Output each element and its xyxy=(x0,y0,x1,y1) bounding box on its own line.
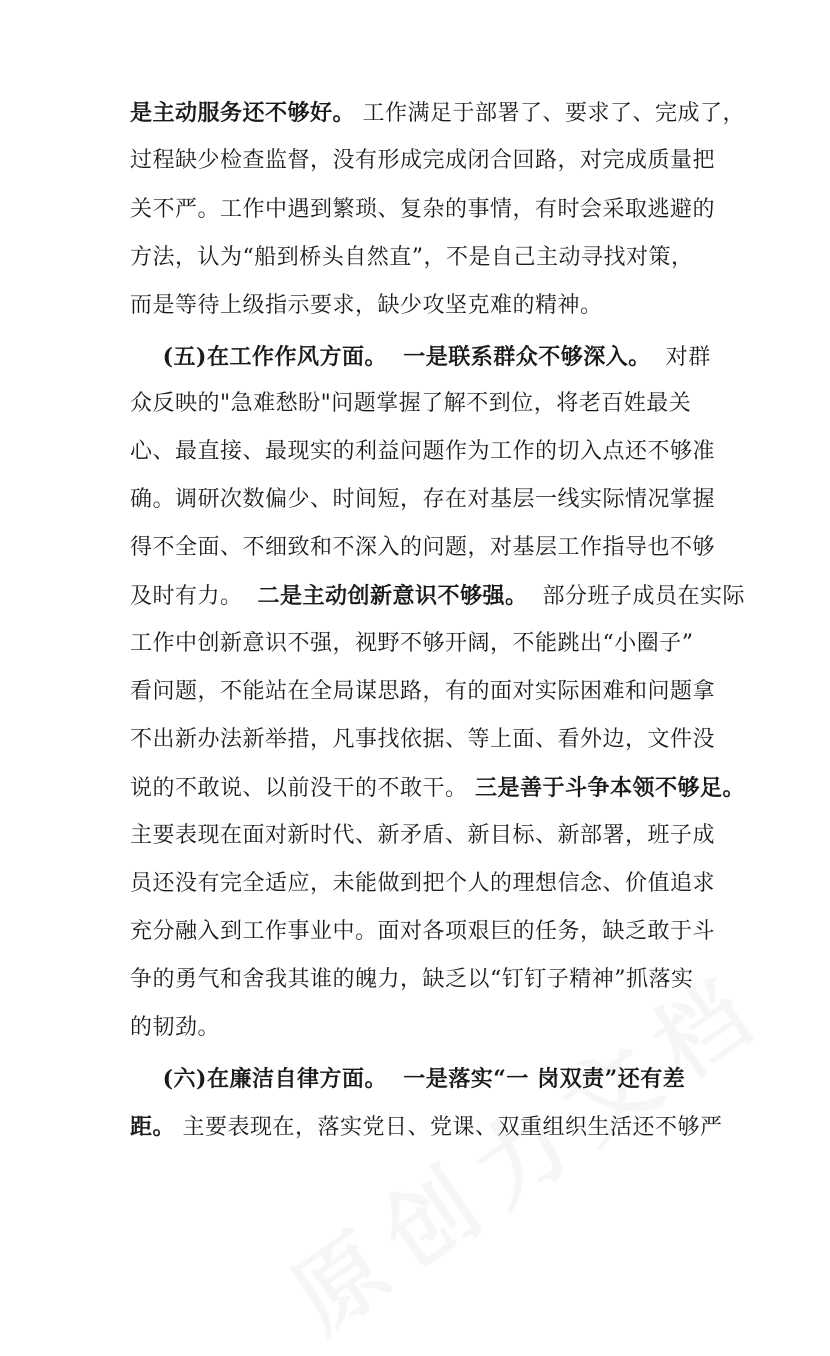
text-segment: 不出新办法新举措，凡事找依据、等上面、看外边，文件没 xyxy=(130,727,716,752)
text-line xyxy=(130,725,720,755)
text-line xyxy=(130,146,720,176)
text-line xyxy=(130,1112,723,1143)
text-segment: 充分融入到工作事业中。面对各项艰巨的任务，缺乏敢于斗 xyxy=(130,919,716,944)
text-line xyxy=(130,195,720,225)
text-line xyxy=(130,677,720,707)
text-segment: 主要表现在，落实党日、党课、双重组织生活还不够严 xyxy=(175,1115,723,1140)
text-segment: 众反映的"急难愁盼"问题掌握了解不到位，将老百姓最关 xyxy=(130,391,692,416)
text-line xyxy=(130,485,720,515)
text-line xyxy=(130,1064,720,1095)
text-line xyxy=(130,243,720,273)
text-segment: 对群 xyxy=(650,345,711,370)
watermark xyxy=(262,934,787,1356)
bold-text: 二是主动创新意识不够强。 xyxy=(257,583,528,609)
text-line xyxy=(130,1013,720,1043)
text-line xyxy=(130,342,720,373)
text-segment: 关不严。工作中遇到繁琐、复杂的事情，有时会采取逃避的 xyxy=(130,197,716,222)
text-line xyxy=(130,581,746,612)
text-segment: 看问题，不能站在全局谋思路，有的面对实际困难和问题拿 xyxy=(130,679,716,704)
text-segment: 员还没有完全适应，未能做到把个人的理想信念、价值追求 xyxy=(130,871,716,896)
text-line xyxy=(130,821,720,851)
text-line xyxy=(130,389,720,419)
bold-text: 距。 xyxy=(130,1114,176,1140)
text-segment: 的韧劲。 xyxy=(130,1015,221,1040)
text-line xyxy=(130,291,720,321)
text-segment: 说的不敢说、以前没干的不敢干。 xyxy=(130,776,475,801)
text-segment: 工作中创新意识不强，视野不够开阔，不能跳出“小圈子” xyxy=(130,631,694,656)
text-line xyxy=(130,773,746,804)
bold-text: 三是善于斗争本领不够足。 xyxy=(475,775,746,801)
text-line xyxy=(130,629,720,659)
text-segment: 确。调研次数偏少、时间短，存在对基层一线实际情况掌握 xyxy=(130,487,716,512)
text-segment: 得不全面、不细致和不深入的问题，对基层工作指导也不够 xyxy=(130,535,716,560)
text-segment: 过程缺少检查监督，没有形成完成闭合回路，对完成质量把 xyxy=(130,148,716,173)
text-segment: 部分班子成员在实际 xyxy=(527,584,746,609)
bold-text: (五)在工作作风方面。 一是联系群众不够深入。 xyxy=(130,344,651,370)
text-line xyxy=(130,98,746,129)
text-segment: 方法，认为“船到桥头自然直”，不是自己主动寻找对策， xyxy=(130,245,694,270)
text-segment: 而是等待上级指示要求，缺少攻坚克难的精神。 xyxy=(130,293,603,318)
text-segment: 争的勇气和舍我其谁的魄力，缺乏以“钉钉子精神”抓落实 xyxy=(130,967,694,992)
text-line xyxy=(130,437,720,467)
text-line xyxy=(130,869,720,899)
text-line xyxy=(130,965,720,995)
text-line xyxy=(130,533,720,563)
text-segment: 及时有力。 xyxy=(130,584,258,609)
text-line xyxy=(130,917,720,947)
text-segment: 工作满足于部署了、要求了、完成了， xyxy=(355,101,746,126)
text-segment: 心、最直接、最现实的利益问题作为工作的切入点还不够准 xyxy=(130,439,716,464)
bold-text: 是主动服务还不够好。 xyxy=(130,100,356,126)
text-segment: 主要表现在面对新时代、新矛盾、新目标、新部署，班子成 xyxy=(130,823,716,848)
bold-text: (六)在廉洁自律方面。 一是落实“一 岗双责”还有差 xyxy=(130,1066,686,1092)
